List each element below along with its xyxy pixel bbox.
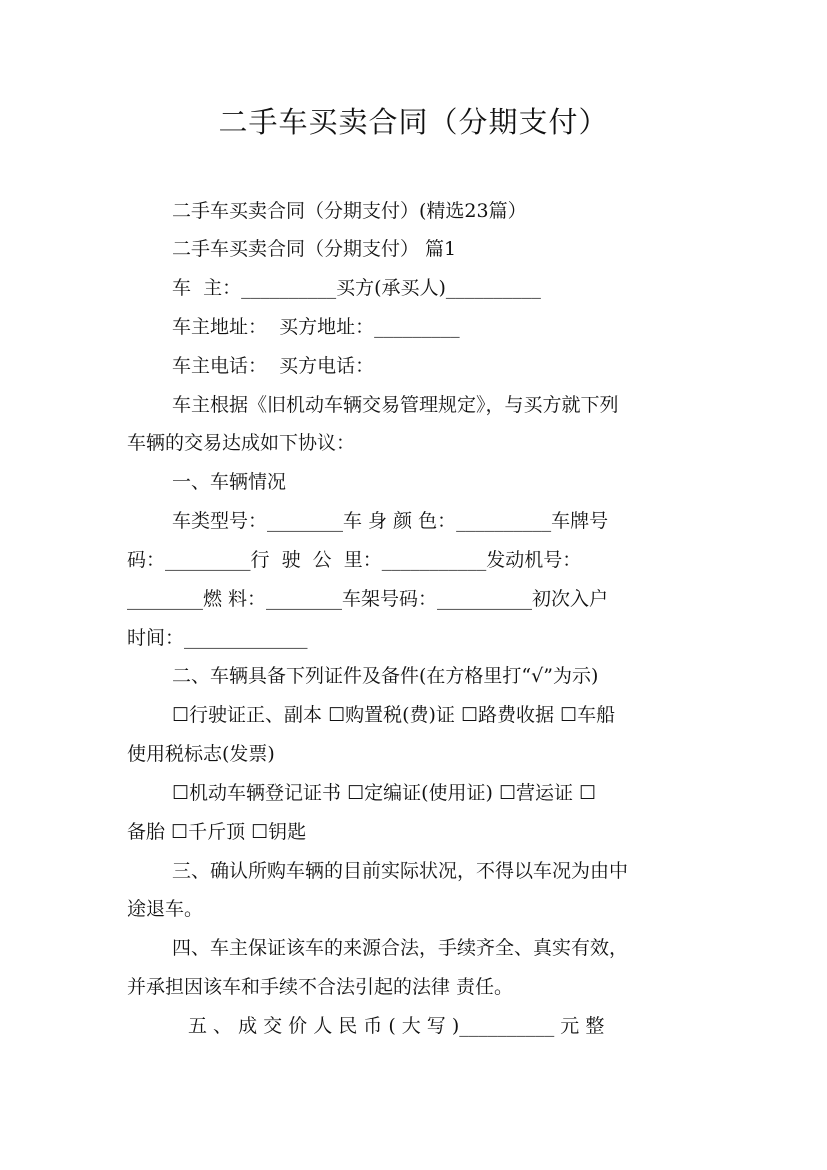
paragraph-line: 车主根据《旧机动车辆交易管理规定》，与买方就下列 (172, 394, 619, 416)
document-title: 二手车买卖合同（分期支付） (218, 105, 609, 139)
checkbox-line: 使用税标志(发票) (127, 743, 275, 765)
subtitle-line: 二手车买卖合同（分期支付）(精选23篇） (172, 200, 527, 222)
checkbox-line: ☐机动车辆登记证书 ☐定编证(使用证) ☐营运证 ☐ (172, 782, 597, 804)
checkbox-line: 备胎 ☐千斤顶 ☐钥匙 (127, 821, 307, 843)
clause-line: 五 、 成 交 价 人 民 币 ( 大 写 )__________ 元 整 (188, 1015, 605, 1037)
clause-heading: 一、车辆情况 (172, 471, 287, 493)
section-heading: 二手车买卖合同（分期支付） 篇1 (172, 238, 457, 260)
clause-heading: 二、车辆具备下列证件及备件(在方格里打“√”为示) (172, 665, 599, 687)
paragraph-line: 时间：_____________ (127, 627, 308, 649)
clause-line: 四、车主保证该车的来源合法，手续齐全、真实有效， (172, 937, 629, 959)
clause-line: 并承担因该车和手续不合法引起的法律 责任。 (127, 976, 514, 998)
paragraph-line: 车类型号：________车 身 颜 色：__________车牌号 (172, 510, 609, 532)
clause-line: 三、确认所购车辆的目前实际状况，不得以车况为由中 (172, 860, 629, 882)
phone-line: 车主电话： 买方电话： (172, 355, 375, 377)
owner-buyer-line: 车 主：__________买方(承买人)__________ (172, 277, 541, 299)
clause-line: 途退车。 (127, 898, 204, 920)
paragraph-line: 码：_________行 驶 公 里：___________发动机号： (127, 549, 582, 571)
paragraph-line: 车辆的交易达成如下协议： (127, 432, 356, 454)
paragraph-line: ________燃 料：________车架号码：__________初次入户 (127, 588, 609, 610)
checkbox-line: ☐行驶证正、副本 ☐购置税(费)证 ☐路费收据 ☐车船 (172, 704, 616, 726)
address-line: 车主地址： 买方地址：_________ (172, 316, 460, 338)
